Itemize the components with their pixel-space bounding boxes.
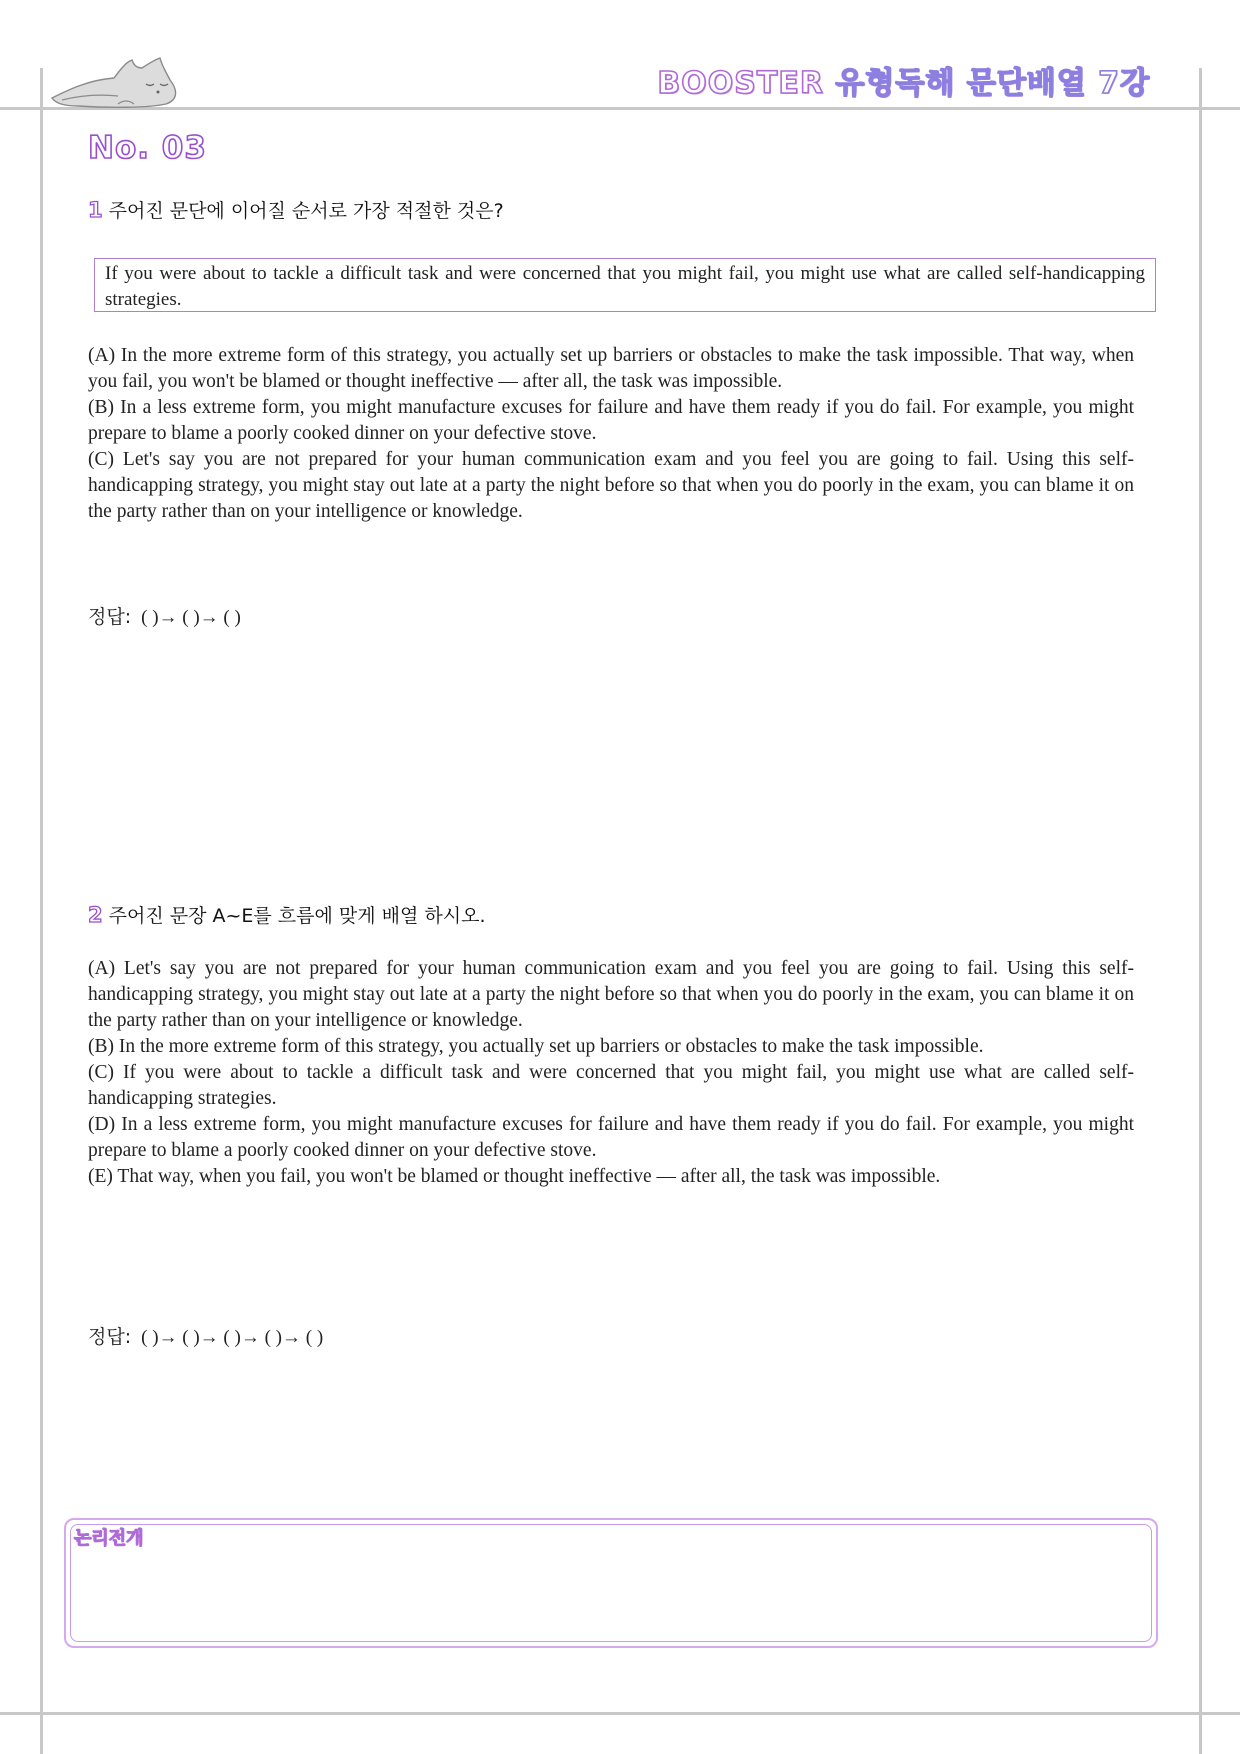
option-c: (C) Let's say you are not prepared for your human communication exam and you feel you are going to fail. Using this self-handicapping strategy, you might stay out late at a party the night before so that when you do poorly in the exam, you can blame it on the party rather than on your intelligence or knowledge. xyxy=(88,449,1134,522)
logic-notes-label: 논리전개 xyxy=(74,1528,144,1549)
section-number: No. 03 xyxy=(88,130,207,166)
sleeping-cat-icon xyxy=(48,54,184,110)
question-1-heading xyxy=(88,196,504,223)
frame-bottom-line xyxy=(0,1712,1240,1715)
option-b: (B) In a less extreme form, you might manufacture excuses for failure and have them ready if you do fail. For example, you might prepare to blame a poorly cooked dinner on your defective stove. xyxy=(88,397,1134,444)
question-2-answer-line xyxy=(88,1322,323,1349)
answer-label: 정답: xyxy=(88,606,132,628)
answer-slots[interactable]: ( )→ ( )→ ( )→ ( )→ ( ) xyxy=(141,1327,324,1348)
sentence-b: (B) In the more extreme form of this strategy, you actually set up barriers or obstacles to make the task impossible. xyxy=(88,1036,984,1057)
sentence-a: (A) Let's say you are not prepared for your human communication exam and you feel you are going to fail. Using this self-handicapping strategy, you might stay out late at a party the night before so that when you do poorly in the exam, you can blame it on the party rather than on your intelligence or knowledge. xyxy=(88,958,1134,1031)
sentence-c: (C) If you were about to tackle a difficult task and were concerned that you might fail, you might use what are called self-handicapping strategies. xyxy=(88,1062,1134,1109)
answer-slots[interactable]: ( )→ ( )→ ( ) xyxy=(141,607,241,628)
frame-left-line xyxy=(40,68,43,1754)
question-1-options xyxy=(88,343,1134,525)
question-1-answer-line xyxy=(88,602,241,629)
header-title-rest: 유형독해 문단배열 7강 xyxy=(835,66,1150,101)
answer-label: 정답: xyxy=(88,1326,132,1348)
header-title-prefix: BOOSTER xyxy=(657,66,824,101)
option-a: (A) In the more extreme form of this strategy, you actually set up barriers or obstacles to make the task impossible. That way, when you fail, you won't be blamed or thought ineffective — after all, the task was impossible. xyxy=(88,345,1134,392)
question-2-heading xyxy=(88,901,486,928)
frame-right-line xyxy=(1199,68,1202,1754)
given-paragraph-box xyxy=(94,258,1156,312)
header-title xyxy=(657,58,1150,102)
logic-notes-box[interactable] xyxy=(64,1518,1158,1648)
frame-top-line xyxy=(0,107,1240,110)
question-2-sentences xyxy=(88,956,1134,1190)
question-1-prompt: 주어진 문단에 이어질 순서로 가장 적절한 것은? xyxy=(108,200,504,222)
question-2-number: 2 xyxy=(88,903,103,927)
question-2-prompt: 주어진 문장 A~E를 흐름에 맞게 배열 하시오. xyxy=(108,905,486,927)
sentence-d: (D) In a less extreme form, you might manufacture excuses for failure and have them ready if you do fail. For example, you might prepare to blame a poorly cooked dinner on your defective stove. xyxy=(88,1114,1134,1161)
question-1-number: 1 xyxy=(88,198,103,222)
given-paragraph: If you were about to tackle a difficult task and were concerned that you might fail, you might use what are called self-handicapping strategies. xyxy=(105,263,1145,310)
logic-notes-inner-border xyxy=(70,1524,1152,1642)
sentence-e: (E) That way, when you fail, you won't be blamed or thought ineffective — after all, the task was impossible. xyxy=(88,1166,941,1187)
